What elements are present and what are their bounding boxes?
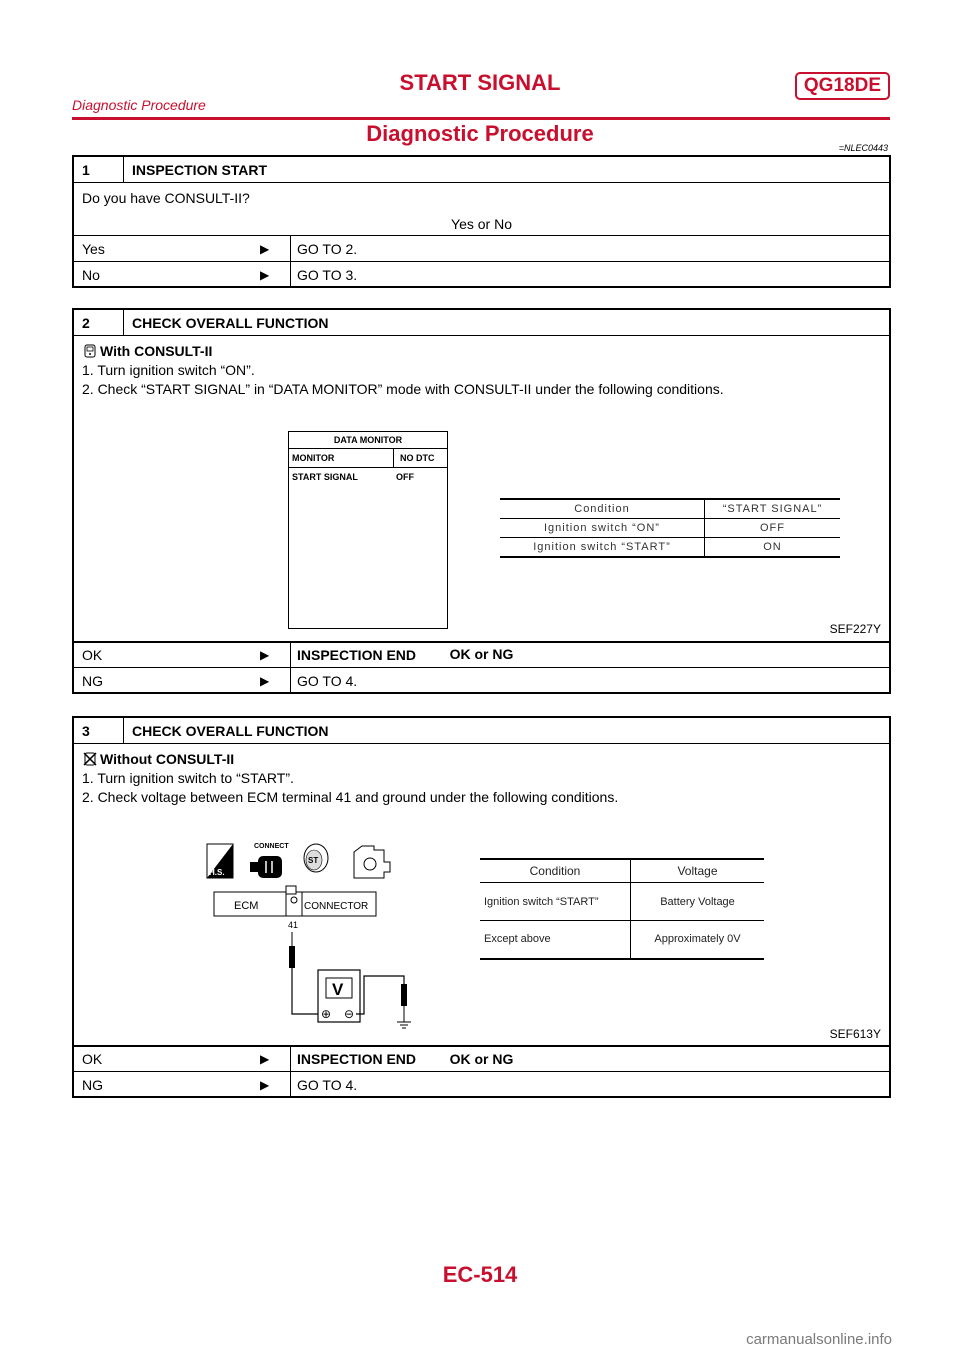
header-title: START SIGNAL xyxy=(399,70,561,95)
table-row xyxy=(500,519,840,538)
choice-label: OK or NG xyxy=(449,646,514,662)
instruction: 2. Check voltage between ECM terminal 41 and ground under the following conditions. xyxy=(82,789,619,805)
arrow-icon: ▶ xyxy=(260,1052,270,1066)
figure-code: SEF613Y xyxy=(829,1027,881,1041)
step-1 xyxy=(72,155,891,288)
no-consult-icon xyxy=(82,751,98,767)
hs-label: H.S. xyxy=(209,868,225,877)
table-cell: ON xyxy=(763,541,782,553)
table-cell: Voltage xyxy=(677,864,718,878)
screen-item-row xyxy=(289,468,447,486)
terminal-label: 41 xyxy=(288,920,299,930)
step-title: CHECK OVERALL FUNCTION xyxy=(132,722,329,739)
result-action[interactable]: GO TO 3. xyxy=(290,262,889,288)
connect-label: CONNECT xyxy=(254,843,289,850)
result-label: NG xyxy=(82,1077,103,1093)
step-number: 3 xyxy=(74,718,124,743)
connector-plug-icon xyxy=(258,856,282,878)
mode-label: Without CONSULT-II xyxy=(100,751,235,767)
result-row xyxy=(74,1072,889,1098)
condition-table xyxy=(500,498,840,558)
table-cell: Ignition switch “ON” xyxy=(500,519,705,538)
result-label: No xyxy=(82,267,100,283)
result-action[interactable]: GO TO 2. xyxy=(290,236,889,261)
arrow-icon: ▶ xyxy=(260,1078,270,1092)
step-number: 2 xyxy=(74,310,124,335)
table-cell: Except above xyxy=(480,921,631,959)
instruction: 1. Turn ignition switch “ON”. xyxy=(82,362,255,378)
screen-col-monitor: MONITOR xyxy=(289,449,394,467)
arrow-icon: ▶ xyxy=(260,241,270,256)
meter-minus: ⊖ xyxy=(344,1007,355,1021)
engine-icon xyxy=(354,846,390,878)
circuit-diagram xyxy=(204,838,474,1038)
step-title: CHECK OVERALL FUNCTION xyxy=(132,314,329,331)
ecm-label: ECM xyxy=(234,900,259,912)
result-label: OK xyxy=(82,647,103,663)
table-header xyxy=(480,859,764,883)
table-cell: Condition xyxy=(480,859,631,883)
question: Do you have CONSULT-II? xyxy=(82,190,250,206)
page-heading: Diagnostic Procedure xyxy=(366,121,594,146)
step-title: INSPECTION START xyxy=(132,161,268,178)
result-row xyxy=(74,668,889,694)
step-number: 1 xyxy=(74,157,124,182)
table-cell: Ignition switch “START” xyxy=(500,538,705,558)
arrow-icon: ▶ xyxy=(260,674,270,688)
result-row xyxy=(74,262,889,288)
instruction: 2. Check “START SIGNAL” in “DATA MONITOR” mode with CONSULT-II under the following conditions. xyxy=(82,381,724,397)
result-action[interactable]: INSPECTION END xyxy=(290,1047,889,1071)
screen-title: DATA MONITOR xyxy=(289,432,447,449)
screen-col-nodtc: NO DTC xyxy=(400,453,435,463)
consult-screen xyxy=(288,431,448,629)
figure-code: SEF227Y xyxy=(829,622,881,636)
table-row xyxy=(480,883,764,921)
probe-positive xyxy=(289,946,295,968)
screen-columns xyxy=(289,449,447,468)
table-row xyxy=(480,921,764,959)
result-action[interactable]: GO TO 4. xyxy=(290,668,889,694)
step-3 xyxy=(72,716,891,1098)
result-row xyxy=(74,236,889,262)
table-cell: OFF xyxy=(760,522,785,534)
step-1-body xyxy=(74,183,889,236)
screen-item: START SIGNAL xyxy=(292,472,358,482)
result-action[interactable]: GO TO 4. xyxy=(290,1072,889,1098)
consult-icon xyxy=(82,343,98,359)
step-2-header xyxy=(74,310,889,336)
arrow-icon: ▶ xyxy=(260,268,270,282)
table-header xyxy=(500,499,840,519)
table-cell: “START SIGNAL” xyxy=(722,503,823,515)
table-cell: Approximately 0V xyxy=(654,933,741,946)
step-2 xyxy=(72,308,891,694)
engine-badge: QG18DE xyxy=(795,72,890,100)
result-label: NG xyxy=(82,673,103,689)
step-1-header xyxy=(74,157,889,183)
page-number: EC-514 xyxy=(442,1262,518,1287)
connector-label: CONNECTOR xyxy=(304,901,369,912)
st-label: ST xyxy=(308,856,319,865)
probe-negative xyxy=(401,984,407,1006)
result-action[interactable]: INSPECTION END xyxy=(290,643,889,667)
result-label: Yes xyxy=(82,240,105,257)
watermark: carmanualsonline.info xyxy=(746,1331,892,1348)
table-row xyxy=(500,538,840,558)
meter-plus: ⊕ xyxy=(321,1007,332,1021)
voltage-table xyxy=(480,858,764,960)
meter-label: V xyxy=(332,980,344,999)
header-rule xyxy=(72,117,890,120)
header-subtitle: Diagnostic Procedure xyxy=(72,97,206,113)
screen-value: OFF xyxy=(396,472,414,482)
arrow-icon: ▶ xyxy=(260,648,270,662)
table-cell: Ignition switch “START” xyxy=(480,883,631,921)
step-3-header xyxy=(74,718,889,744)
mode-label: With CONSULT-II xyxy=(100,343,213,359)
result-label: OK xyxy=(82,1051,103,1067)
ref-code: =NLEC0443 xyxy=(838,143,888,153)
instruction: 1. Turn ignition switch to “START”. xyxy=(82,770,294,786)
choice-label: Yes or No xyxy=(451,216,512,232)
table-cell: Condition xyxy=(500,499,705,519)
choice-label: OK or NG xyxy=(449,1051,514,1067)
table-cell: Battery Voltage xyxy=(660,895,735,908)
